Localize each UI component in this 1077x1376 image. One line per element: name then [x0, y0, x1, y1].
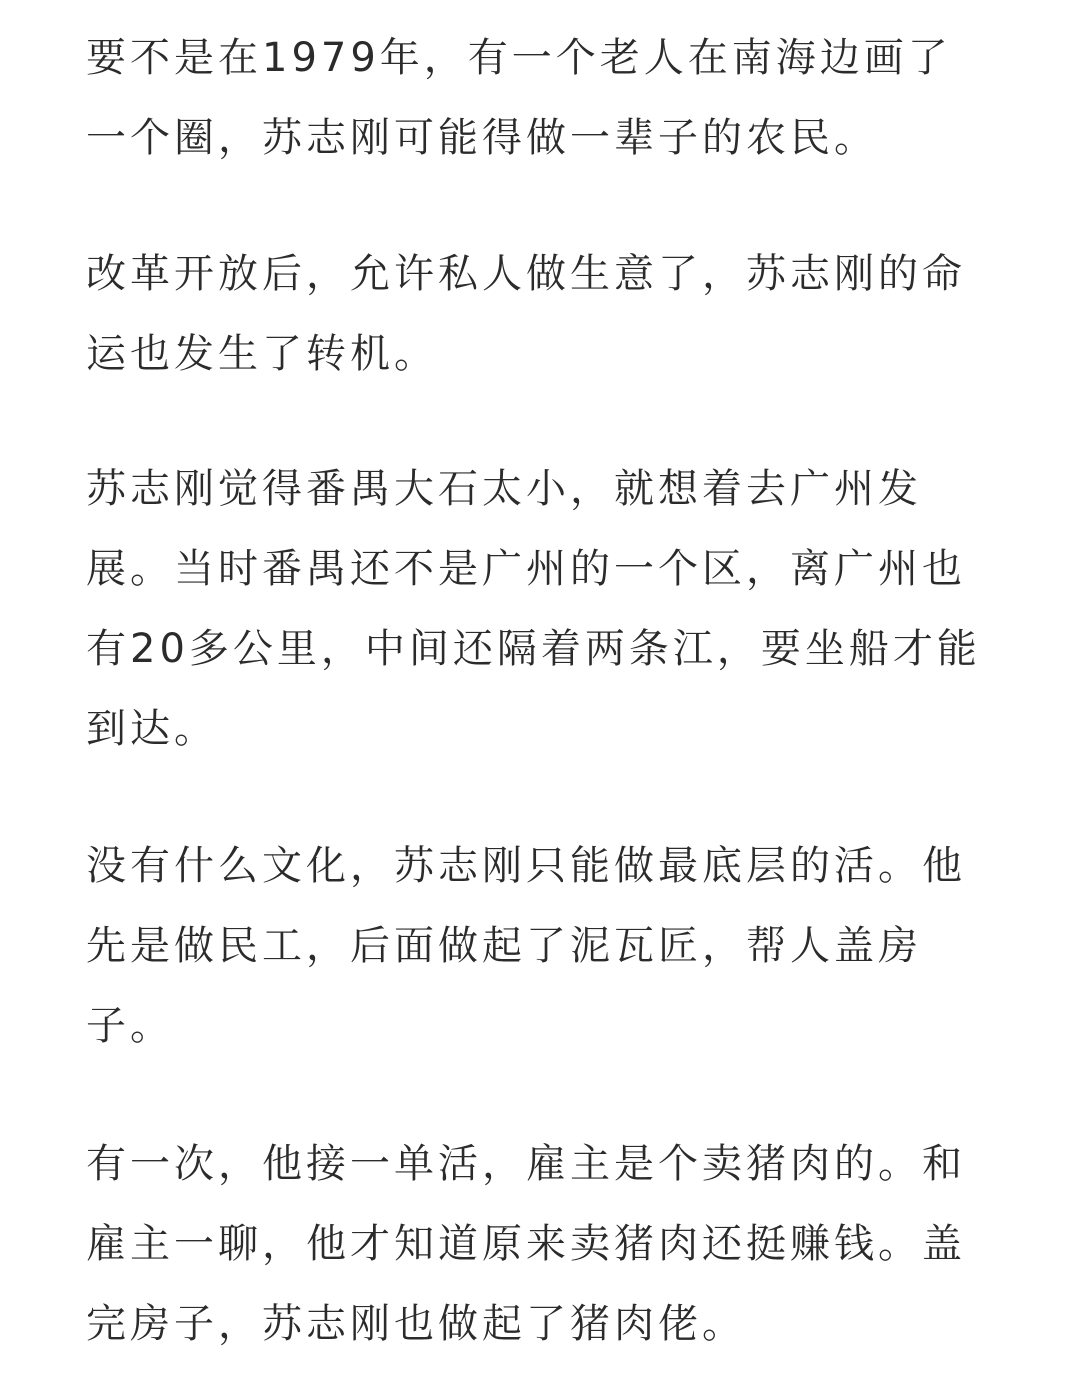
- text-line: 没有什么文化，苏志刚只能做最底层的活。他: [86, 843, 966, 889]
- text-line: 展。当时番禺还不是广州的一个区，离广州也: [86, 546, 966, 592]
- text-line: 完房子，苏志刚也做起了猪肉佬。: [86, 1301, 746, 1347]
- text-line: 先是做民工，后面做起了泥瓦匠，帮人盖房: [86, 923, 922, 969]
- text-line: 一个圈，苏志刚可能得做一辈子的农民。: [86, 115, 878, 161]
- text-line: 有一次，他接一单活，雇主是个卖猪肉的。和: [86, 1141, 966, 1187]
- text-line: 运也发生了转机。: [86, 331, 438, 377]
- text-line: 到达。: [86, 706, 218, 752]
- text-line: 有20多公里，中间还隔着两条江，要坐船才能: [86, 626, 981, 672]
- text-line: 改革开放后，允许私人做生意了，苏志刚的命: [86, 251, 966, 297]
- text-line: 子。: [86, 1003, 174, 1049]
- text-line: 雇主一聊，他才知道原来卖猪肉还挺赚钱。盖: [86, 1221, 966, 1267]
- text-line: 苏志刚觉得番禺大石太小，就想着去广州发: [86, 466, 922, 512]
- text-line: 要不是在1979年，有一个老人在南海边画了: [86, 35, 952, 81]
